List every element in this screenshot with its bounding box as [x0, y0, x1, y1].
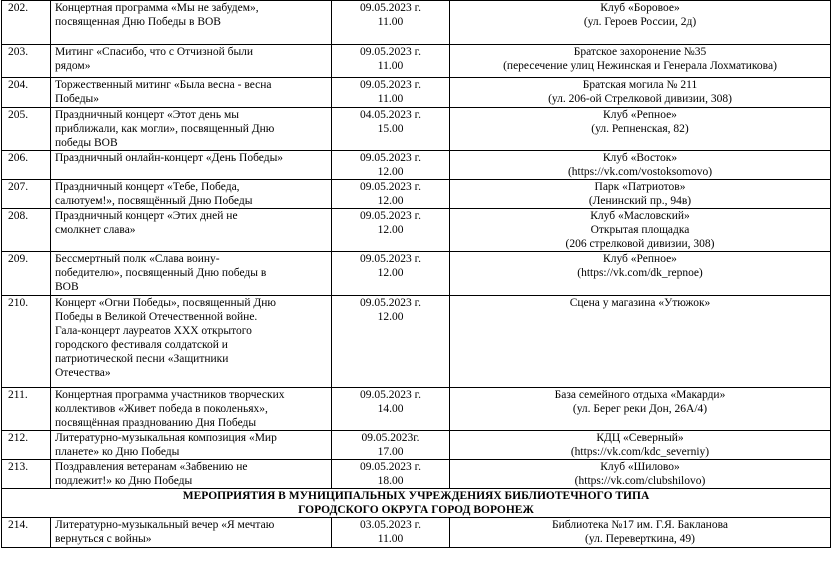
table-row: [2, 431, 831, 460]
event-title-line: Праздничный концерт «Тебе, Победа,: [55, 181, 240, 193]
event-date-line: 09.05.2023 г.: [360, 2, 421, 14]
events-table-body: [2, 1, 831, 548]
event-date-line: 04.05.2023 г.: [360, 109, 421, 121]
event-title-line: Митинг «Спасибо, что с Отчизной были: [55, 46, 254, 58]
event-venue-line: Клуб «Репное»: [603, 109, 677, 121]
event-date-line: 09.05.2023 г.: [360, 79, 421, 91]
event-title: [51, 209, 332, 252]
event-date-time: [332, 388, 450, 431]
event-title: [51, 296, 332, 388]
event-date-line: 12.00: [377, 311, 404, 323]
event-title-line: рядом»: [55, 60, 91, 72]
event-venue-line: Клуб «Восток»: [602, 152, 678, 164]
row-number: 214.: [2, 518, 51, 548]
event-date-line: 12.00: [377, 267, 404, 279]
event-venue-line: (ул. Берег реки Дон, 26А/4): [572, 403, 708, 415]
event-venue-line: (https://vk.com/dk_repnoe): [577, 267, 703, 279]
event-venue-line: Братское захоронение №35: [573, 46, 707, 58]
row-number: 211.: [2, 388, 51, 431]
event-title-line: Отечества»: [55, 367, 111, 379]
event-venue: [450, 518, 831, 548]
row-number: 209.: [2, 252, 51, 296]
event-title-line: Литературно-музыкальный вечер «Я мечтаю: [55, 519, 275, 531]
event-title-line: посвящённая празднованию Дня Победы: [55, 417, 257, 429]
event-title: [51, 45, 332, 78]
event-title-line: городского фестиваля солдатской и: [55, 339, 228, 351]
event-title: [51, 388, 332, 431]
event-title: [51, 108, 332, 151]
event-date-time: [332, 151, 450, 180]
event-title-line: подлежит!» ко Дню Победы: [55, 475, 193, 487]
event-date-time: [332, 45, 450, 78]
event-venue: [450, 78, 831, 108]
row-number: 203.: [2, 45, 51, 78]
event-date-line: 11.00: [377, 533, 404, 545]
row-number: 213.: [2, 460, 51, 489]
table-row: [2, 460, 831, 489]
event-venue-line: (https://vk.com/clubshilovo): [574, 475, 706, 487]
event-venue-line: (ул. Репненская, 82): [591, 123, 689, 135]
event-title-line: Торжественный митинг «Была весна - весна: [55, 79, 272, 91]
event-venue-line: (206 стрелковой дивизии, 308): [565, 238, 715, 250]
event-date-time: [332, 1, 450, 45]
event-venue: [450, 180, 831, 209]
event-title: [51, 518, 332, 548]
event-venue-line: Библиотека №17 им. Г.Я. Бакланова: [552, 519, 728, 531]
section-heading: [2, 489, 831, 518]
event-venue-line: Сцена у магазина «Утюжок»: [569, 297, 711, 309]
event-title-line: салютуем!», посвящённый Дню Победы: [55, 195, 253, 207]
event-venue: [450, 1, 831, 45]
event-date-line: 09.05.2023 г.: [360, 253, 421, 265]
table-row: [2, 209, 831, 252]
event-title-line: приближали, как могли», посвященный Дню: [55, 123, 275, 135]
event-venue-line: Парк «Патриотов»: [594, 181, 686, 193]
event-date-time: [332, 108, 450, 151]
row-number: 204.: [2, 78, 51, 108]
event-title-line: победителю», посвященный Дню победы в: [55, 267, 267, 279]
table-row: [2, 108, 831, 151]
event-date-time: [332, 518, 450, 548]
table-row: [2, 45, 831, 78]
row-number: 208.: [2, 209, 51, 252]
section-heading-line: ГОРОДСКОГО ОКРУГА ГОРОД ВОРОНЕЖ: [298, 504, 534, 516]
event-title-line: Литературно-музыкальная композиция «Мир: [55, 432, 277, 444]
event-venue: [450, 296, 831, 388]
row-number: 212.: [2, 431, 51, 460]
table-row: [2, 180, 831, 209]
event-title-line: планете» ко Дню Победы: [55, 446, 180, 458]
event-date-line: 12.00: [377, 166, 404, 178]
table-row: [2, 151, 831, 180]
event-venue-line: (ул. 206-ой Стрелковой дивизии, 308): [548, 93, 732, 105]
event-date-line: 09.05.2023 г.: [360, 152, 421, 164]
section-heading-row: [2, 489, 831, 518]
event-date-line: 17.00: [377, 446, 404, 458]
event-title: [51, 151, 332, 180]
event-date-line: 09.05.2023 г.: [360, 389, 421, 401]
event-title: [51, 431, 332, 460]
events-table: [1, 0, 831, 548]
event-date-line: 03.05.2023 г.: [360, 519, 421, 531]
event-title-line: Концерт «Огни Победы», посвященный Дню: [55, 297, 276, 309]
event-title-line: Поздравления ветеранам «Забвению не: [55, 461, 248, 473]
row-number: 205.: [2, 108, 51, 151]
event-date-line: 09.05.2023 г.: [360, 210, 421, 222]
event-title-line: патриотической песни «Защитники: [55, 353, 229, 365]
event-title-line: Победы в Великой Отечественной войне.: [55, 311, 258, 323]
event-title-line: вернуться с войны»: [55, 533, 152, 545]
event-date-time: [332, 209, 450, 252]
row-number: 207.: [2, 180, 51, 209]
table-row: [2, 78, 831, 108]
event-date-line: 09.05.2023 г.: [360, 46, 421, 58]
event-venue-line: (Ленинский пр., 94в): [588, 195, 692, 207]
event-venue: [450, 108, 831, 151]
event-venue-line: Клуб «Боровое»: [600, 2, 680, 14]
event-date-time: [332, 78, 450, 108]
event-title-line: Гала-концерт лауреатов XXX открытого: [55, 325, 252, 337]
event-venue-line: Клуб «Масловский»: [590, 210, 690, 222]
event-venue: [450, 252, 831, 296]
event-title: [51, 78, 332, 108]
table-row: [2, 388, 831, 431]
event-date-line: 11.00: [377, 60, 404, 72]
event-date-line: 12.00: [377, 195, 404, 207]
event-venue-line: (https://vk.com/kdc_severniy): [570, 446, 710, 458]
event-title: [51, 460, 332, 489]
event-title-line: победы ВОВ: [55, 137, 118, 149]
event-venue-line: (пересечение улиц Нежинская и Генерала Лохматикова): [503, 60, 777, 72]
event-title: [51, 1, 332, 45]
event-title-line: коллективов «Живет победа в поколеньях»,: [55, 403, 268, 415]
table-row: [2, 252, 831, 296]
event-venue-line: Клуб «Шилово»: [600, 461, 680, 473]
event-title-line: ВОВ: [55, 281, 79, 293]
event-venue-line: КДЦ «Северный»: [596, 432, 684, 444]
event-date-time: [332, 431, 450, 460]
event-date-line: 14.00: [377, 403, 404, 415]
event-title-line: Праздничный концерт «Этих дней не: [55, 210, 238, 222]
row-number: 206.: [2, 151, 51, 180]
event-date-line: 09.05.2023 г.: [360, 181, 421, 193]
event-venue-line: База семейного отдыха «Макарди»: [554, 389, 726, 401]
event-title-line: Праздничный онлайн-концерт «День Победы»: [55, 152, 284, 164]
row-number: 202.: [2, 1, 51, 45]
event-date-line: 11.00: [377, 93, 404, 105]
event-date-line: 11.00: [377, 16, 404, 28]
event-venue-line: (https://vk.com/vostoksomovo): [567, 166, 713, 178]
event-title-line: посвященная Дню Победы в ВОВ: [55, 16, 221, 28]
event-venue: [450, 151, 831, 180]
event-title-line: смолкнет слава»: [55, 224, 136, 236]
event-venue-line: Открытая площадка: [590, 224, 690, 236]
event-date-line: 18.00: [377, 475, 404, 487]
event-venue: [450, 460, 831, 489]
event-venue-line: Клуб «Репное»: [603, 253, 677, 265]
event-date-time: [332, 180, 450, 209]
event-venue: [450, 45, 831, 78]
event-date-line: 09.05.2023 г.: [360, 297, 421, 309]
event-venue-line: Братская могила № 211: [582, 79, 698, 91]
event-date-time: [332, 252, 450, 296]
event-date-line: 15.00: [377, 123, 404, 135]
event-venue: [450, 431, 831, 460]
event-title-line: Концертная программа «Мы не забудем»,: [55, 2, 259, 14]
event-venue-line: (ул. Героев России, 2д): [583, 16, 697, 28]
event-venue-line: (ул. Переверткина, 49): [585, 533, 695, 545]
event-title-line: Бессмертный полк «Слава воину-: [55, 253, 220, 265]
table-row: [2, 518, 831, 548]
event-venue: [450, 209, 831, 252]
table-row: [2, 296, 831, 388]
row-number: 210.: [2, 296, 51, 388]
event-date-line: 12.00: [377, 224, 404, 236]
event-title: [51, 180, 332, 209]
event-date-time: [332, 296, 450, 388]
event-title-line: Праздничный концерт «Этот день мы: [55, 109, 239, 121]
event-venue: [450, 388, 831, 431]
table-row: [2, 1, 831, 45]
event-title-line: Концертная программа участников творческих: [55, 389, 285, 401]
event-date-line: 09.05.2023 г.: [360, 461, 421, 473]
event-title: [51, 252, 332, 296]
event-date-line: 09.05.2023г.: [361, 432, 420, 444]
section-heading-line: МЕРОПРИЯТИЯ В МУНИЦИПАЛЬНЫХ УЧРЕЖДЕНИЯХ БИБЛИОТЕЧНОГО ТИПА: [182, 490, 650, 502]
event-title-line: Победы»: [55, 93, 100, 105]
event-date-time: [332, 460, 450, 489]
